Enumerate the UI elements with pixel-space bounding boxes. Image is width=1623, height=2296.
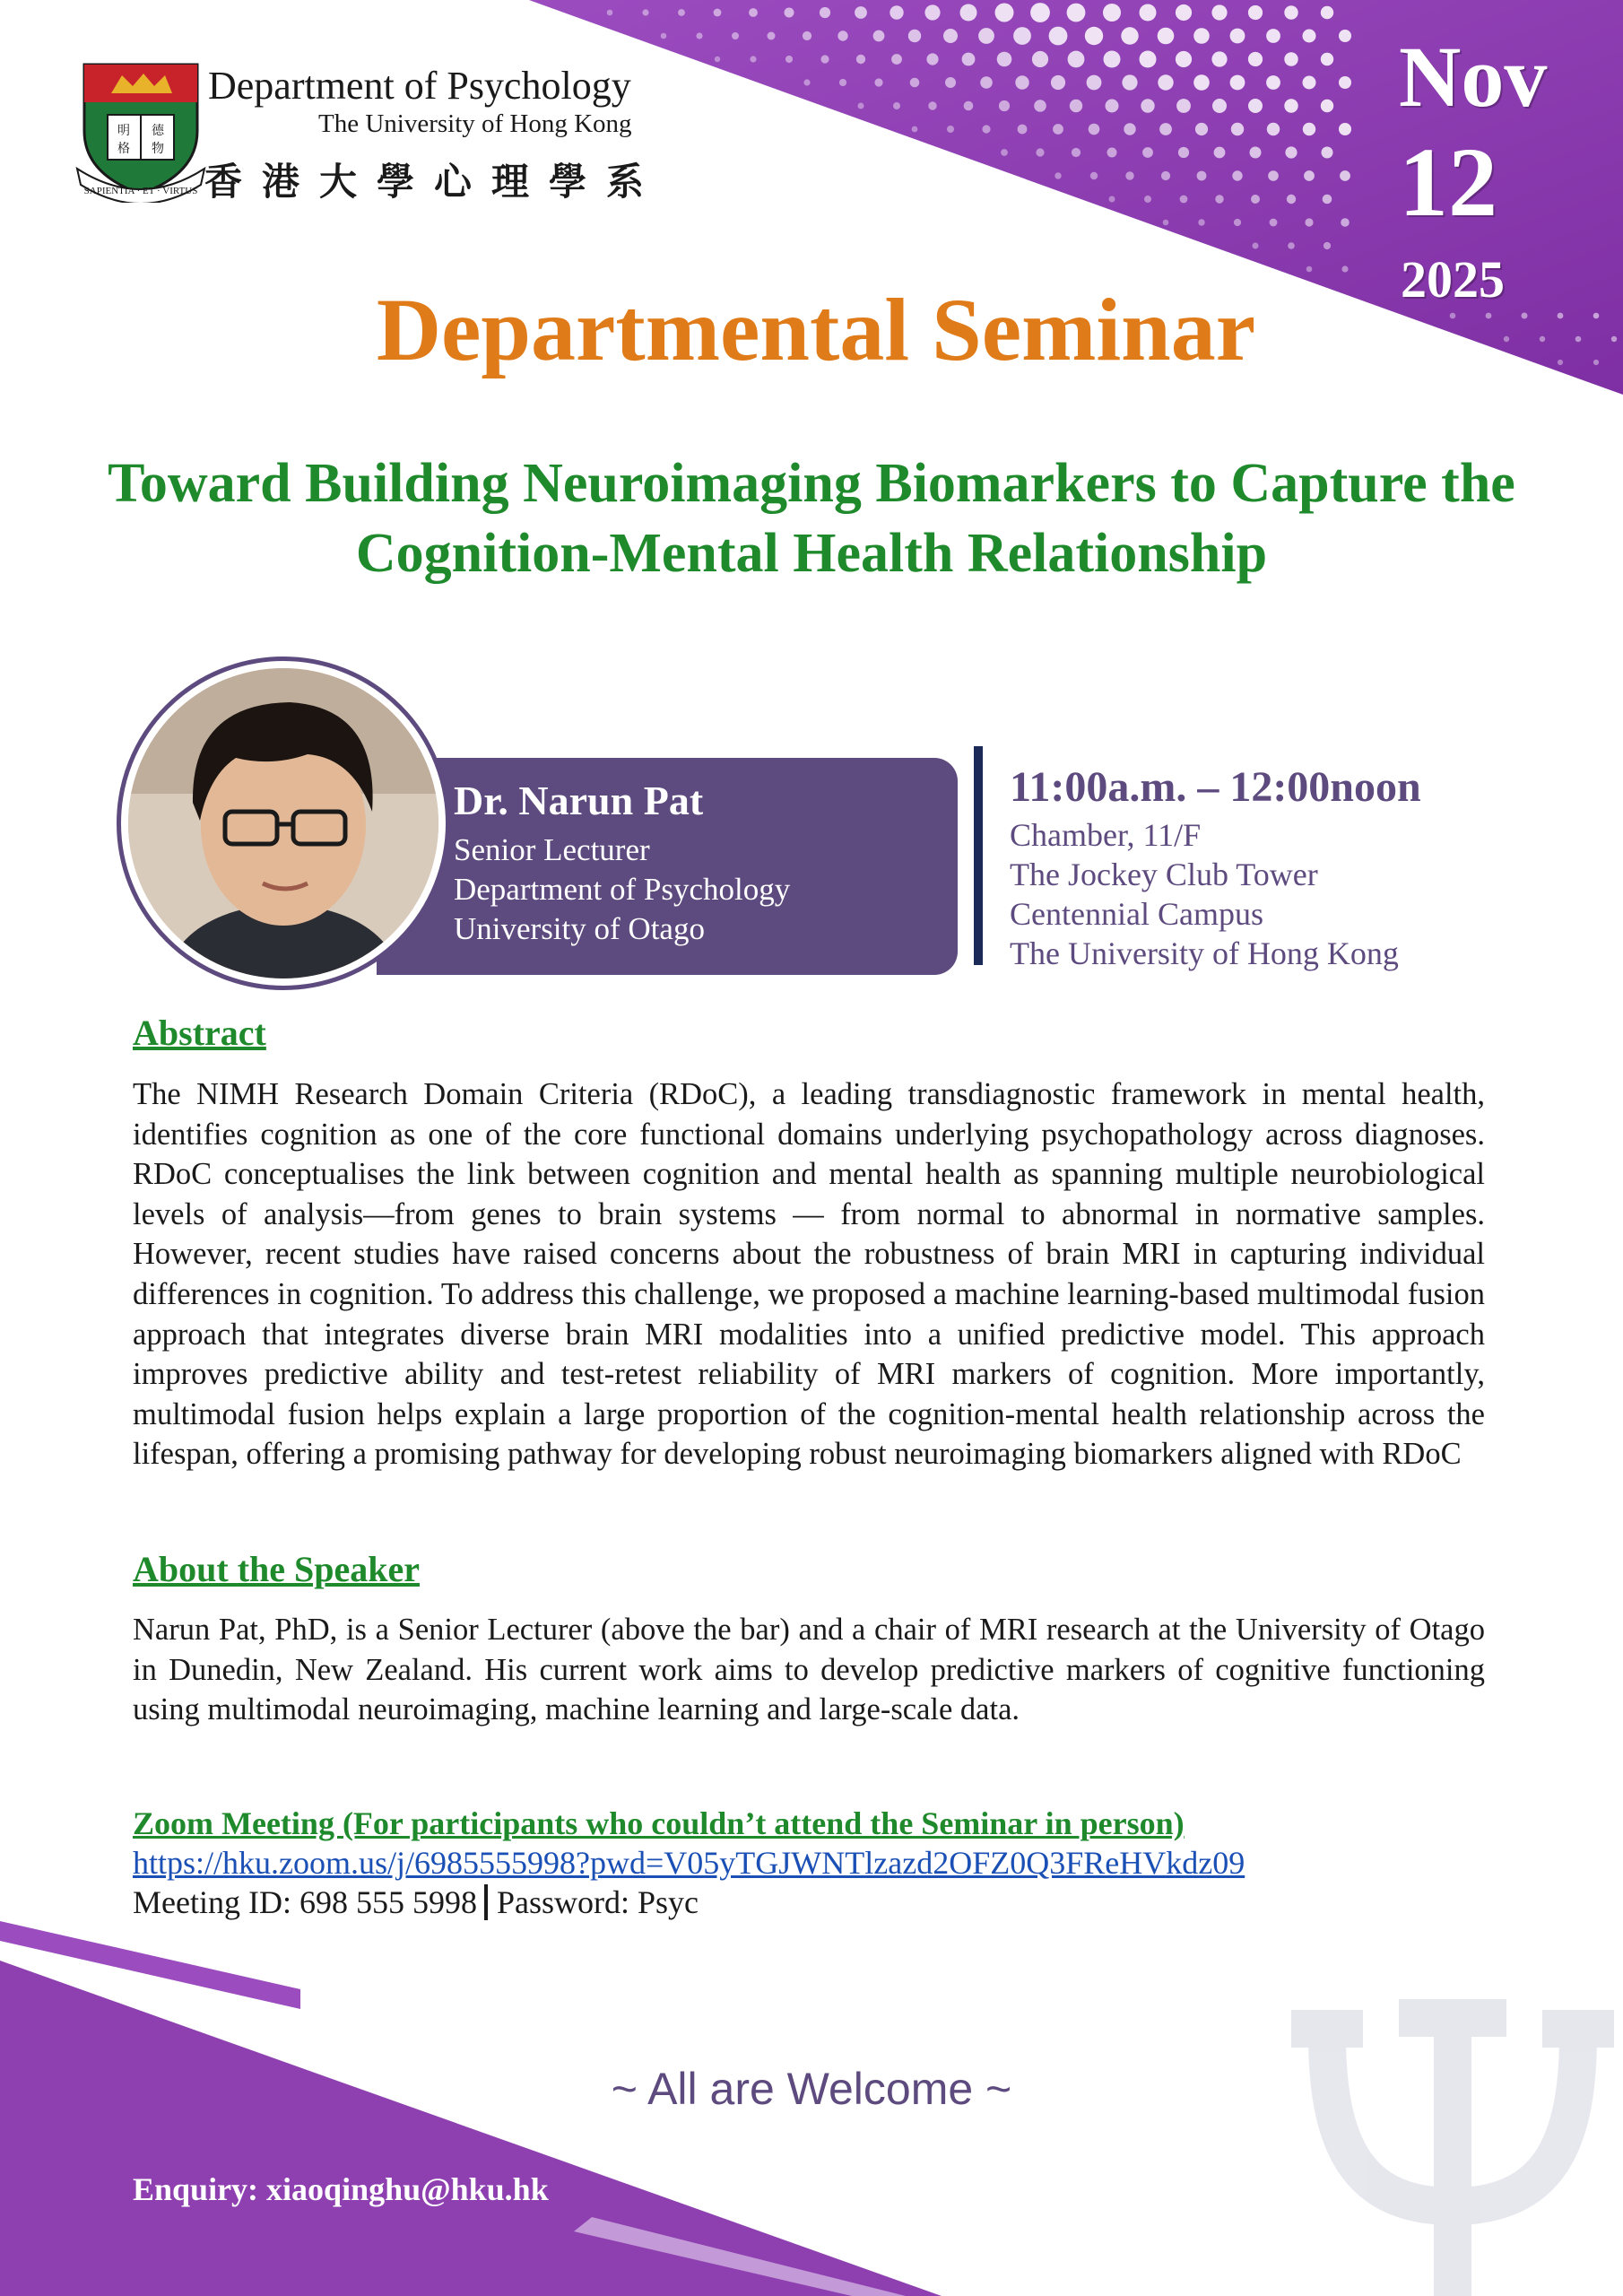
halftone-dot [1090, 172, 1098, 179]
halftone-dot [964, 101, 974, 111]
halftone-dot [1193, 74, 1210, 91]
halftone-dot [1158, 74, 1173, 90]
venue-line: The University of Hong Kong [1010, 935, 1399, 971]
halftone-dot [803, 31, 812, 40]
halftone-dot [928, 101, 936, 109]
halftone-dot [1303, 123, 1315, 135]
svg-text:明: 明 [117, 124, 130, 138]
halftone-dot [1103, 4, 1121, 22]
halftone-dot [1036, 148, 1044, 156]
halftone-dot [893, 102, 900, 109]
halftone-dot [1231, 123, 1244, 135]
halftone-dot [1124, 123, 1135, 135]
venue-line: The Jockey Club Tower [1010, 857, 1318, 892]
halftone-dot [891, 54, 902, 65]
halftone-dot [607, 10, 613, 16]
halftone-dot [1104, 51, 1121, 68]
halftone-dot [1121, 27, 1138, 44]
about-speaker-heading: About the Speaker [133, 1549, 421, 1589]
halftone-dot [1266, 75, 1280, 90]
halftone-dot [1030, 3, 1050, 22]
halftone-dot [1211, 51, 1227, 66]
halftone-dot [1267, 123, 1280, 135]
halftone-dot [1322, 147, 1333, 159]
talk-title: Toward Building Neuroimaging Biomarkers to Capture the Cognition-Mental Health Relationship [108, 453, 1515, 584]
halftone-dot [995, 4, 1014, 22]
seminar-time: 11:00a.m. – 12:00noon [1010, 763, 1421, 811]
svg-text:格: 格 [117, 142, 130, 156]
halftone-dot [1232, 170, 1242, 180]
halftone-dot [873, 30, 885, 42]
enquiry-contact: Enquiry: xiaoqinghu@hku.hk [133, 2171, 549, 2207]
halftone-dot [1268, 170, 1279, 181]
halftone-dot [1321, 6, 1333, 19]
halftone-dot [1214, 147, 1226, 159]
event-type-heading: Departmental Seminar [376, 280, 1256, 379]
halftone-dot [1303, 30, 1316, 43]
halftone-dot [642, 9, 648, 15]
hku-crest-logo [75, 59, 206, 203]
speaker-position: Senior Lecturer [454, 832, 650, 867]
halftone-dot [1107, 148, 1117, 158]
halftone-dot [1144, 196, 1151, 203]
halftone-dot [715, 57, 720, 62]
halftone-dot [1055, 172, 1061, 178]
meeting-password: Password: Psyc [496, 1884, 699, 1920]
halftone-dot [856, 55, 865, 64]
halftone-dot [1248, 5, 1263, 20]
halftone-dot [1250, 147, 1262, 159]
svg-text:SAPIENTIA · ET · VIRTUS: SAPIENTIA · ET · VIRTUS [83, 186, 198, 196]
speaker-name: Dr. Narun Pat [454, 778, 704, 823]
halftone-dot [1285, 146, 1297, 158]
bottom-band [0, 1961, 942, 2296]
halftone-dot [1125, 171, 1133, 179]
halftone-dot [1034, 100, 1046, 112]
halftone-dot [1339, 76, 1351, 89]
halftone-dot [908, 30, 921, 42]
halftone-dot [1339, 30, 1351, 42]
halftone-dot [1176, 4, 1192, 21]
department-name: Department of Psychology [208, 64, 631, 108]
halftone-dot [820, 7, 830, 18]
halftone-dot [1304, 170, 1315, 181]
halftone-dot [768, 32, 776, 40]
halftone-dot [1176, 99, 1191, 113]
halftone-dot [1142, 147, 1153, 158]
halftone-dot [1049, 27, 1068, 46]
halftone-dot [1015, 75, 1028, 89]
halftone-dot [749, 8, 758, 17]
halftone-dot [1051, 75, 1065, 90]
halftone-dot [943, 29, 958, 43]
halftone-dot [1211, 4, 1227, 20]
halftone-dot [750, 56, 756, 62]
halftone-dot [1198, 219, 1204, 225]
halftone-dot [1158, 28, 1175, 45]
halftone-dot [1248, 99, 1263, 113]
halftone-dot [982, 125, 990, 133]
halftone-dot [1230, 75, 1245, 91]
halftone-dot [1163, 220, 1169, 226]
separator-bar [484, 1884, 488, 1920]
halftone-dot [1266, 29, 1280, 43]
halftone-dot [1248, 52, 1263, 66]
halftone-dot [1284, 52, 1298, 65]
speaker-department: Department of Psychology [454, 872, 791, 907]
halftone-dot [855, 6, 867, 19]
halftone-dot [1212, 99, 1227, 113]
halftone-dot [912, 126, 918, 133]
halftone-dot [661, 33, 667, 39]
halftone-dot [785, 8, 794, 18]
halftone-dot [1067, 4, 1086, 22]
halftone-dot [1253, 243, 1259, 249]
halftone-dot [696, 32, 702, 39]
about-speaker-text: Narun Pat, PhD, is a Senior Lecturer (above the bar) and a chair of MRI research at the University of Otago in Dunedin, New Zealand. His current work aims to develop predictive markers of cognitive functioning using multimodal neuroimaging, machine learning and large-scale data. [133, 1613, 1485, 1727]
halftone-dot [960, 4, 977, 22]
halftone-dot [1234, 219, 1241, 226]
halftone-dot [1161, 171, 1170, 180]
meeting-id: Meeting ID: 698 555 5998 [133, 1884, 477, 1920]
halftone-dot [1159, 123, 1172, 135]
halftone-dot [678, 9, 685, 16]
halftone-dot [1001, 149, 1008, 156]
halftone-dot [732, 32, 739, 39]
halftone-dot [1195, 123, 1208, 135]
halftone-dot [1193, 28, 1210, 44]
schedule-divider [974, 746, 983, 965]
halftone-dot [997, 52, 1012, 67]
halftone-dot [820, 55, 829, 63]
halftone-dot [980, 76, 993, 89]
halftone-dot [714, 9, 722, 17]
welcome-message: ~ All are Welcome ~ [611, 2064, 1012, 2114]
halftone-dot [926, 53, 938, 65]
halftone-dot [1321, 53, 1333, 65]
university-name: The University of Hong Kong [318, 109, 632, 138]
halftone-dot [978, 28, 994, 44]
halftone-dot [1085, 27, 1103, 45]
venue-line: Centennial Campus [1010, 896, 1263, 932]
halftone-dot [1230, 29, 1245, 44]
zoom-heading: Zoom Meeting (For participants who couldn’t attend the Seminar in person) [133, 1805, 1185, 1841]
date-month: Nov [1399, 29, 1548, 125]
halftone-dot [1215, 195, 1223, 203]
date-day: 12 [1399, 127, 1497, 237]
halftone-dot [1178, 147, 1189, 158]
halftone-dot [858, 103, 864, 109]
speaker-portrait [128, 668, 438, 978]
psi-watermark [1291, 2018, 1614, 2296]
halftone-dot [1284, 99, 1298, 112]
halftone-dot [785, 56, 793, 63]
halftone-dot [838, 30, 847, 40]
venue-line: Chamber, 11/F [1010, 817, 1202, 853]
halftone-dot [1303, 76, 1316, 90]
svg-text:物: 物 [152, 142, 164, 156]
halftone-dot [1321, 100, 1333, 112]
halftone-dot [1287, 195, 1296, 204]
halftone-dot [1087, 75, 1102, 91]
halftone-dot [839, 79, 846, 86]
halftone-dot [945, 77, 956, 88]
halftone-dot [1180, 196, 1188, 204]
halftone-dot [1323, 195, 1332, 204]
halftone-dot [1270, 219, 1278, 227]
halftone-dot [1341, 265, 1348, 272]
halftone-dot [1324, 242, 1331, 249]
halftone-dot [1072, 148, 1081, 157]
halftone-dot [962, 53, 976, 66]
halftone-dot [1340, 170, 1350, 181]
abstract-heading: Abstract [133, 1013, 266, 1053]
halftone-dot [1339, 123, 1351, 135]
speaker-institution: University of Otago [454, 911, 705, 946]
halftone-dot [1013, 27, 1031, 45]
halftone-dot [1341, 218, 1350, 227]
halftone-dot [1089, 124, 1100, 135]
abstract-text: The NIMH Research Domain Criteria (RDoC), a leading transdiagnostic framework in mental health, identifies cognition as one of the core functional domains underlying psychopathology across diagnoses. RDoC conceptualises the link between cognition and mental health as spanning multiple neurobiological levels of analysis—from genes to brain systems — from normal to abnormal in normative samples. However, recent studies have raised concerns about the robustness of brain MRI in capturing individual differences in cognition. To address this challenge, we proposed a machine learning-based multimodal fusion approach that integrates diverse brain MRI modalities into a unified predictive model. This approach improves predictive ability and test-retest reliability of MRI markers of cognition. More importantly, multimodal fusion helps explain a large proportion of the cognition-mental health relationship across the lifespan, offering a promising pathway for developing robust neuroimaging biomarkers aligned with RDoC [133, 1077, 1485, 1472]
date-year: 2025 [1401, 250, 1505, 309]
halftone-dot [1288, 242, 1295, 249]
halftone-dot [874, 78, 882, 86]
meeting-credentials [133, 1883, 699, 1921]
halftone-dot [910, 78, 920, 88]
halftone-dot [803, 79, 810, 85]
halftone-dot [1122, 74, 1137, 90]
halftone-dot [1140, 4, 1157, 22]
speaker-photo [128, 668, 438, 978]
halftone-dot [1070, 100, 1082, 112]
halftone-dot [1284, 5, 1298, 19]
halftone-dot [947, 126, 954, 133]
halftone-dot [1251, 195, 1260, 204]
halftone-dot [1176, 51, 1192, 67]
halftone-dot [1306, 266, 1313, 273]
chinese-department-name: 香港大學心理學系 [204, 160, 664, 204]
halftone-dot [1068, 51, 1085, 68]
halftone-dot [1106, 100, 1119, 113]
halftone-dot [1109, 196, 1115, 203]
halftone-dot [1018, 125, 1028, 135]
halftone-dot [999, 100, 1010, 111]
halftone-dot [1141, 99, 1154, 112]
zoom-meeting-link[interactable]: https://hku.zoom.us/j/6985555998?pwd=V05yTGJWNTlzazd2OFZ0Q3FReHVkdz09 [133, 1845, 1245, 1881]
halftone-dot [1197, 171, 1207, 181]
halftone-dot [1305, 218, 1313, 226]
halftone-dot [890, 5, 903, 19]
svg-text:德: 德 [152, 124, 164, 138]
halftone-dot [1032, 51, 1048, 67]
halftone-dot [1053, 124, 1063, 135]
halftone-dot [924, 4, 940, 20]
halftone-dot [1140, 51, 1157, 68]
